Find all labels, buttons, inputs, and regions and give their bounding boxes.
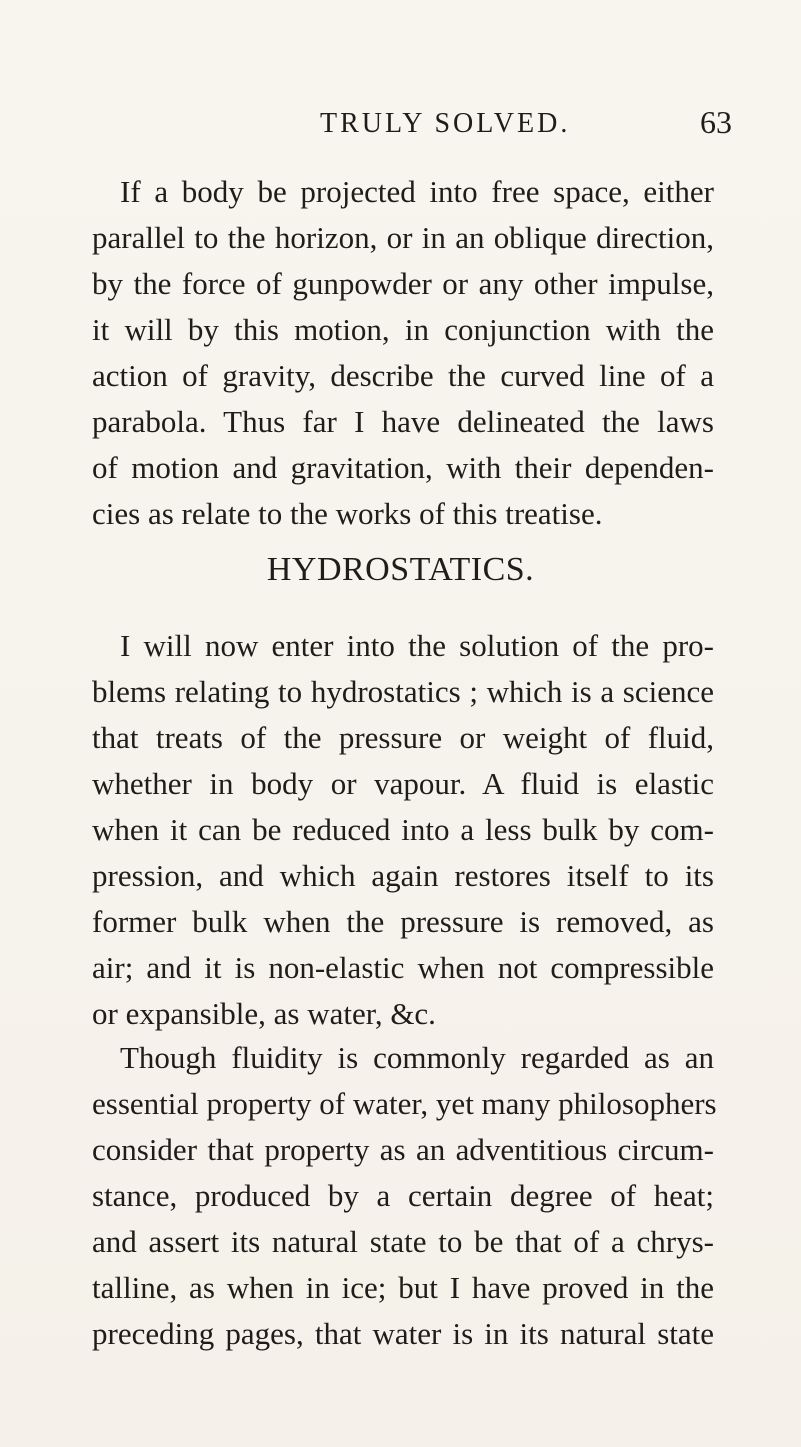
text-line: Though fluidity is commonly regarded as an — [120, 1040, 714, 1075]
page-number: 63 — [700, 104, 732, 140]
text-line: whether in body or vapour. A fluid is elastic — [92, 766, 714, 801]
text-line: If a body be projected into free space, either — [120, 174, 714, 209]
text-line: of motion and gravitation, with their dependen- — [92, 450, 714, 485]
text-line: consider that property as an adventitious circum- — [92, 1132, 714, 1167]
text-line: action of gravity, describe the curved line of a — [92, 358, 714, 393]
text-line: I will now enter into the solution of the pro- — [120, 628, 714, 663]
text-line: preceding pages, that water is in its natural state — [92, 1316, 714, 1351]
text-line: by the force of gunpowder or any other impulse, — [92, 266, 714, 301]
text-line: that treats of the pressure or weight of fluid, — [92, 720, 714, 755]
paragraph-3 — [92, 1036, 717, 1356]
text-line: parabola. Thus far I have delineated the laws — [92, 404, 714, 439]
text-line: pression, and which again restores itself to its — [92, 858, 714, 893]
text-line: air; and it is non-elastic when not compressible — [92, 950, 714, 985]
text-line: talline, as when in ice; but I have proved in the — [92, 1270, 714, 1305]
text-line: or expansible, as water, &c. — [92, 996, 436, 1031]
running-header — [0, 104, 801, 144]
text-line: stance, produced by a certain degree of heat; — [92, 1178, 714, 1213]
text-line: it will by this motion, in conjunction with the — [92, 312, 714, 347]
section-heading: HYDROSTATICS. — [266, 551, 535, 588]
text-line: and assert its natural state to be that of a chrys- — [92, 1224, 714, 1259]
text-line: cies as relate to the works of this treatise. — [92, 496, 603, 531]
text-line: when it can be reduced into a less bulk by com- — [92, 812, 714, 847]
header-title: TRULY SOLVED. — [320, 108, 571, 139]
text-line: former bulk when the pressure is removed, as — [92, 904, 714, 939]
paragraph-2 — [92, 624, 714, 1034]
paragraph-1 — [92, 170, 714, 531]
text-line: parallel to the horizon, or in an oblique direction, — [92, 220, 714, 255]
text-line: essential property of water, yet many philosophers — [92, 1086, 717, 1121]
text-line: blems relating to hydrostatics ; which is a science — [92, 674, 714, 709]
